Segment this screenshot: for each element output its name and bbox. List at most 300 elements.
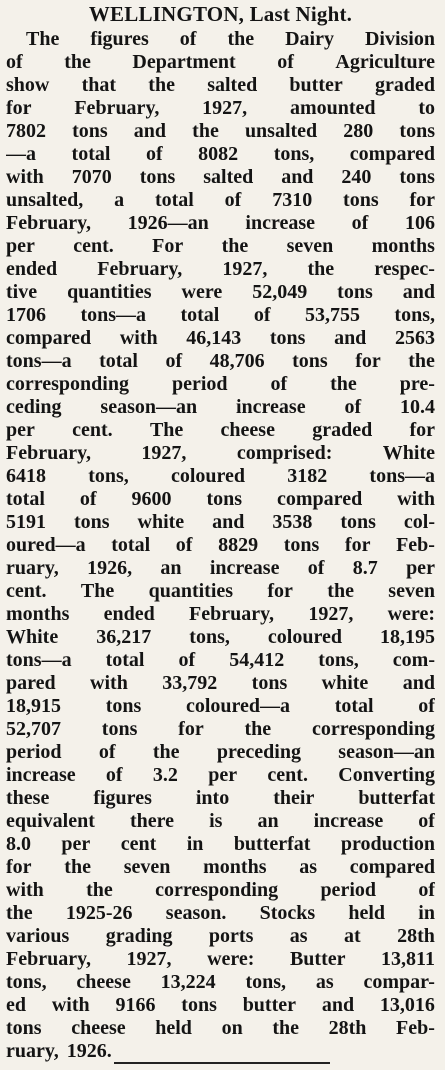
article-word: corresponding [6, 373, 129, 395]
article-word: 13,224 [160, 971, 216, 993]
article-word: 7802 [6, 120, 46, 142]
article-word: 18,195 [380, 626, 435, 648]
article-word: season. [165, 902, 227, 924]
article-word: figures [90, 28, 149, 50]
article-word: seven [388, 580, 435, 602]
article-word: corresponding [155, 879, 279, 901]
article-word: of [418, 810, 435, 832]
article-word: tons, [189, 626, 230, 648]
article-word: Division [364, 28, 435, 50]
article-word: of [351, 212, 369, 234]
article-line [6, 465, 435, 488]
article-word: ruary, [6, 557, 59, 579]
article-word: tons, [318, 649, 359, 671]
article-word: comprised: [236, 442, 333, 464]
article-word: and [281, 166, 314, 188]
article-word: Converting [338, 764, 435, 786]
closing-rule [114, 1062, 330, 1064]
article-word: and [334, 327, 367, 349]
article-word: 10.4 [399, 396, 435, 418]
article-word: tons, [6, 971, 47, 993]
article-word: cheese [220, 419, 275, 441]
article-line [6, 741, 435, 764]
article-word: as [289, 925, 308, 947]
article-word: 3.2 [152, 764, 178, 786]
article-word: 1927, [202, 97, 248, 119]
article-word: 7070 [71, 166, 112, 188]
article-line [6, 212, 435, 235]
article-word: period [6, 741, 62, 763]
article-line [6, 120, 435, 143]
article-word: were [181, 281, 223, 303]
article-word: 9166 [115, 994, 156, 1016]
article-word: for [178, 718, 204, 740]
article-line [6, 28, 435, 51]
article-line [6, 143, 435, 166]
article-word: tons [292, 350, 328, 372]
article-word: February, [97, 258, 183, 280]
article-word: graded [374, 74, 435, 96]
article-word: of [175, 534, 193, 556]
article-line [6, 419, 435, 442]
article-word: respec- [374, 258, 435, 280]
article-word: 48,706 [209, 350, 265, 372]
article-line [6, 304, 435, 327]
article-word: held [348, 902, 386, 924]
article-word: total [105, 649, 145, 671]
article-word: 13,811 [381, 948, 435, 970]
article-word: The [80, 580, 115, 602]
article-word: per [208, 764, 238, 786]
article-word: oured—a [6, 534, 86, 556]
article-word: for [409, 419, 435, 441]
article-word: corresponding [311, 718, 435, 740]
article-word: the [152, 741, 180, 763]
article-word: ended [6, 258, 58, 280]
article-word: and [212, 511, 245, 533]
article-line [6, 879, 435, 902]
article-word: 1925-26 [65, 902, 133, 924]
article-word: Dairy [285, 28, 334, 50]
article-word: an [160, 557, 182, 579]
article-word: and [402, 281, 435, 303]
article-word: February, [74, 97, 160, 119]
article-word: butter [289, 74, 343, 96]
article-word: with [6, 879, 44, 901]
article-word: quantities [67, 281, 152, 303]
article-word: 3182 [287, 465, 328, 487]
article-word: of [105, 764, 123, 786]
article-word: tons [139, 166, 176, 188]
article-word: 2563 [394, 327, 435, 349]
article-word: —a [6, 143, 36, 165]
article-line [6, 1017, 435, 1040]
article-line [6, 580, 435, 603]
article-word: 1927, [141, 442, 187, 464]
article-word: on [221, 1017, 243, 1039]
article-line [6, 718, 435, 741]
article-word: the [192, 120, 219, 142]
article-word: Feb- [396, 534, 435, 556]
article-word: tons [105, 695, 142, 717]
article-line [6, 971, 435, 994]
article-word: pared [6, 672, 56, 694]
article-word: tons—a [80, 304, 147, 326]
article-line [6, 74, 435, 97]
article-line [6, 810, 435, 833]
article-word: salted [207, 74, 258, 96]
article-line [6, 672, 435, 695]
article-word: the [86, 879, 113, 901]
article-word: season—an [338, 741, 435, 763]
article-word: butterfat [233, 833, 311, 855]
article-word: the [6, 902, 33, 924]
article-word: of [307, 557, 325, 579]
article-word: cheese [76, 971, 131, 993]
article-word: 1927, [222, 258, 268, 280]
article-word: and [133, 120, 167, 142]
article-line [6, 534, 435, 557]
article-word: ended [103, 603, 155, 625]
article-word: compar- [363, 971, 435, 993]
article-word: and [321, 994, 355, 1016]
article-word: tons [206, 488, 243, 510]
article-word: an [257, 810, 279, 832]
article-word: unsalted [244, 120, 318, 142]
article-word: 5191 [6, 511, 46, 533]
article-word: production [340, 833, 435, 855]
article-word: compared [277, 488, 363, 510]
article-word: 1927, [126, 948, 172, 970]
article-word: of [253, 304, 271, 326]
article-word: as [299, 856, 318, 878]
article-word: were: [387, 603, 435, 625]
article-word: quantities [148, 580, 234, 602]
article-line [6, 626, 435, 649]
article-word: graded [312, 419, 373, 441]
article-word: the [148, 74, 175, 96]
article-word: preceding [216, 741, 301, 763]
article-line [6, 281, 435, 304]
article-word: with [119, 327, 158, 349]
article-word: 8829 [218, 534, 259, 556]
article-word: total [111, 534, 151, 556]
article-word: 8.7 [352, 557, 378, 579]
article-word: for [355, 350, 381, 372]
article-word: tons [340, 511, 376, 533]
article-word: increase [313, 810, 384, 832]
article-word: com- [392, 649, 435, 671]
article-line [6, 373, 435, 396]
article-word: tons [343, 189, 379, 211]
article-word: 3538 [272, 511, 313, 533]
article-word: 28th [328, 1017, 367, 1039]
article-line [6, 1040, 435, 1063]
article-word: the [408, 350, 435, 372]
article-word: tons [72, 120, 108, 142]
article-word: of [145, 143, 163, 165]
article-word: tons [399, 120, 435, 142]
article-line [6, 488, 435, 511]
article-word: 280 [343, 120, 374, 142]
article-word: compared [349, 856, 435, 878]
article-word: cent. [6, 580, 47, 602]
article-word: of [165, 350, 183, 372]
article-word: the [327, 580, 354, 602]
article-word: is [209, 810, 223, 832]
article-word: these [6, 787, 50, 809]
article-word: months [371, 235, 435, 257]
article-word: coloured [170, 465, 246, 487]
article-word: white [321, 672, 369, 694]
article-line [6, 235, 435, 258]
article-word: Stocks [259, 902, 316, 924]
article-word: The [149, 419, 184, 441]
article-word: tons [6, 1017, 42, 1039]
article-word: the [227, 28, 255, 50]
article-word: the [221, 235, 249, 257]
article-word: of [224, 189, 242, 211]
article-word: tons, [245, 971, 287, 993]
article-word: tons, [273, 143, 315, 165]
article-line [6, 258, 435, 281]
article-word: tons [101, 718, 138, 740]
article-word: compared [349, 143, 435, 165]
article-line [6, 511, 435, 534]
article-word: 28th [397, 925, 435, 947]
article-word: Department [132, 51, 236, 73]
article-line [6, 557, 435, 580]
article-line [6, 764, 435, 787]
article-line [6, 695, 435, 718]
article-line [6, 350, 435, 373]
article-word: ed [6, 994, 26, 1016]
article-word: 33,792 [162, 672, 218, 694]
article-word: increase [6, 764, 76, 786]
article-word: 1927, [308, 603, 354, 625]
article-word: a [114, 189, 125, 211]
article-word: for [344, 534, 371, 556]
article-line [6, 833, 435, 856]
article-word: with [51, 994, 90, 1016]
article-word: grading [105, 925, 173, 947]
article-line [6, 396, 435, 419]
article-word: 1706 [6, 304, 46, 326]
article-line [6, 51, 435, 74]
article-word: season—an [100, 396, 198, 418]
article-word: cent. [73, 235, 114, 257]
article-word: there [129, 810, 175, 832]
article-word: period [171, 373, 228, 395]
article-word: ruary, [6, 1040, 59, 1062]
article-word: seven [123, 856, 171, 878]
article-word: for [267, 580, 293, 602]
article-word: that [81, 74, 117, 96]
article-word: show [6, 74, 50, 96]
article-word: the [244, 718, 272, 740]
article-word: 13,016 [379, 994, 435, 1016]
article-word: White [6, 626, 59, 648]
article-word: the [64, 51, 91, 73]
article-word: 1926—an [127, 212, 209, 234]
article-line [6, 856, 435, 879]
article-word: of [270, 373, 288, 395]
article-word: white [137, 511, 185, 533]
article-word: were: [207, 948, 255, 970]
article-word: 6418 [6, 465, 46, 487]
article-word: into [195, 787, 230, 809]
article-word: increase [235, 396, 306, 418]
article-word: 53,755 [304, 304, 360, 326]
article-body [6, 28, 435, 1063]
article-word: tons [399, 166, 435, 188]
article-word: in [418, 902, 435, 924]
article-word: their [273, 787, 315, 809]
article-word: tons [251, 672, 288, 694]
article-word: the [307, 258, 335, 280]
article-word: as [315, 971, 334, 993]
article-word: total [334, 695, 374, 717]
article-line [6, 189, 435, 212]
article-word: the [64, 856, 91, 878]
article-word: tons, [88, 465, 129, 487]
article-word: 36,217 [96, 626, 152, 648]
article-word: of [178, 649, 196, 671]
article-word: months [6, 603, 70, 625]
article-word: 1926, [87, 557, 133, 579]
article-word: 7310 [272, 189, 313, 211]
article-line [6, 902, 435, 925]
article-word: of [79, 488, 97, 510]
article-word: cent. [267, 764, 308, 786]
article-word: total [71, 143, 111, 165]
article-line [6, 327, 435, 350]
article-word: 106 [404, 212, 435, 234]
article-word: pre- [399, 373, 435, 395]
article-word: tons [181, 994, 217, 1016]
article-word: total [6, 488, 45, 510]
article-word: salted [203, 166, 254, 188]
article-word: to [418, 97, 435, 119]
article-word: tons—a [369, 465, 435, 487]
dateline-heading: WELLINGTON, Last Night. [88, 2, 353, 26]
article-line [6, 948, 435, 971]
article-word: of [179, 28, 197, 50]
article-word: amounted [289, 97, 376, 119]
article-word: tons, [394, 304, 435, 326]
article-word: of [6, 51, 23, 73]
article-word: compared [6, 327, 92, 349]
article-line [6, 925, 435, 948]
article-line [6, 166, 435, 189]
article-word: per [406, 557, 435, 579]
article-word: cent. [72, 419, 113, 441]
article-line [6, 603, 435, 626]
article-word: tons [73, 511, 110, 533]
article-word: with [397, 488, 435, 510]
article-word: cheese [71, 1017, 126, 1039]
article-word: Butter [289, 948, 346, 970]
article-word: tons—a [6, 350, 72, 372]
article-word: coloured [267, 626, 342, 648]
article-word: total [154, 189, 194, 211]
article-word: February, [6, 442, 91, 464]
article-word: tons [337, 281, 373, 303]
article-word: in [186, 833, 204, 855]
article-word: with [6, 166, 44, 188]
article-word: the [330, 373, 357, 395]
article-word: coloured—a [185, 695, 291, 717]
article-word: February, [6, 212, 91, 234]
article-word: per [6, 235, 35, 257]
article-word: butterfat [358, 787, 435, 809]
article-word: The [26, 28, 60, 50]
article-word: at [344, 925, 361, 947]
article-word: Feb- [396, 1017, 435, 1039]
article-word: per [61, 833, 91, 855]
article-word: tive [6, 281, 38, 303]
article-word: 46,143 [186, 327, 242, 349]
article-word: 54,412 [229, 649, 285, 671]
article-word: and [402, 672, 435, 694]
article-word: tons [269, 327, 306, 349]
article-word: for [409, 189, 435, 211]
article-word: 8.0 [6, 833, 31, 855]
article-word: col- [403, 511, 435, 533]
article-word: total [99, 350, 138, 372]
article-word: 18,915 [6, 695, 61, 717]
article-line [6, 787, 435, 810]
article-line [6, 649, 435, 672]
article-word: 1926. [66, 1040, 112, 1062]
article-word: of [344, 396, 362, 418]
article-word: of [418, 879, 435, 901]
article-line [6, 994, 435, 1017]
article-word: period [320, 879, 376, 901]
article-word: per [6, 419, 35, 441]
article-word: months [203, 856, 267, 878]
article-line [6, 442, 435, 465]
article-word: unsalted, [6, 189, 84, 211]
article-word: 52,049 [252, 281, 308, 303]
article-word: the [272, 1017, 299, 1039]
article-word: figures [93, 787, 152, 809]
article-word: of [98, 741, 116, 763]
article-word: cent [120, 833, 157, 855]
article-word: equivalent [6, 810, 95, 832]
article-word: of [277, 51, 294, 73]
article-word: increase [245, 212, 316, 234]
article-word: tons—a [6, 649, 72, 671]
article-word: 9600 [131, 488, 172, 510]
article-word: increase [209, 557, 280, 579]
article-word: 52,707 [6, 718, 61, 740]
article-word: of [418, 695, 435, 717]
article-word: held [155, 1017, 192, 1039]
article-word: February, [6, 948, 91, 970]
article-word: tons [283, 534, 320, 556]
article-line [6, 97, 435, 120]
article-word: For [152, 235, 184, 257]
article-word: 8082 [198, 143, 239, 165]
article-word: with [90, 672, 128, 694]
article-word: total [180, 304, 220, 326]
article-word: ports [208, 925, 254, 947]
article-word: White [382, 442, 435, 464]
article-word: ceding [6, 396, 62, 418]
article-word: 240 [341, 166, 372, 188]
article-word: for [6, 97, 32, 119]
